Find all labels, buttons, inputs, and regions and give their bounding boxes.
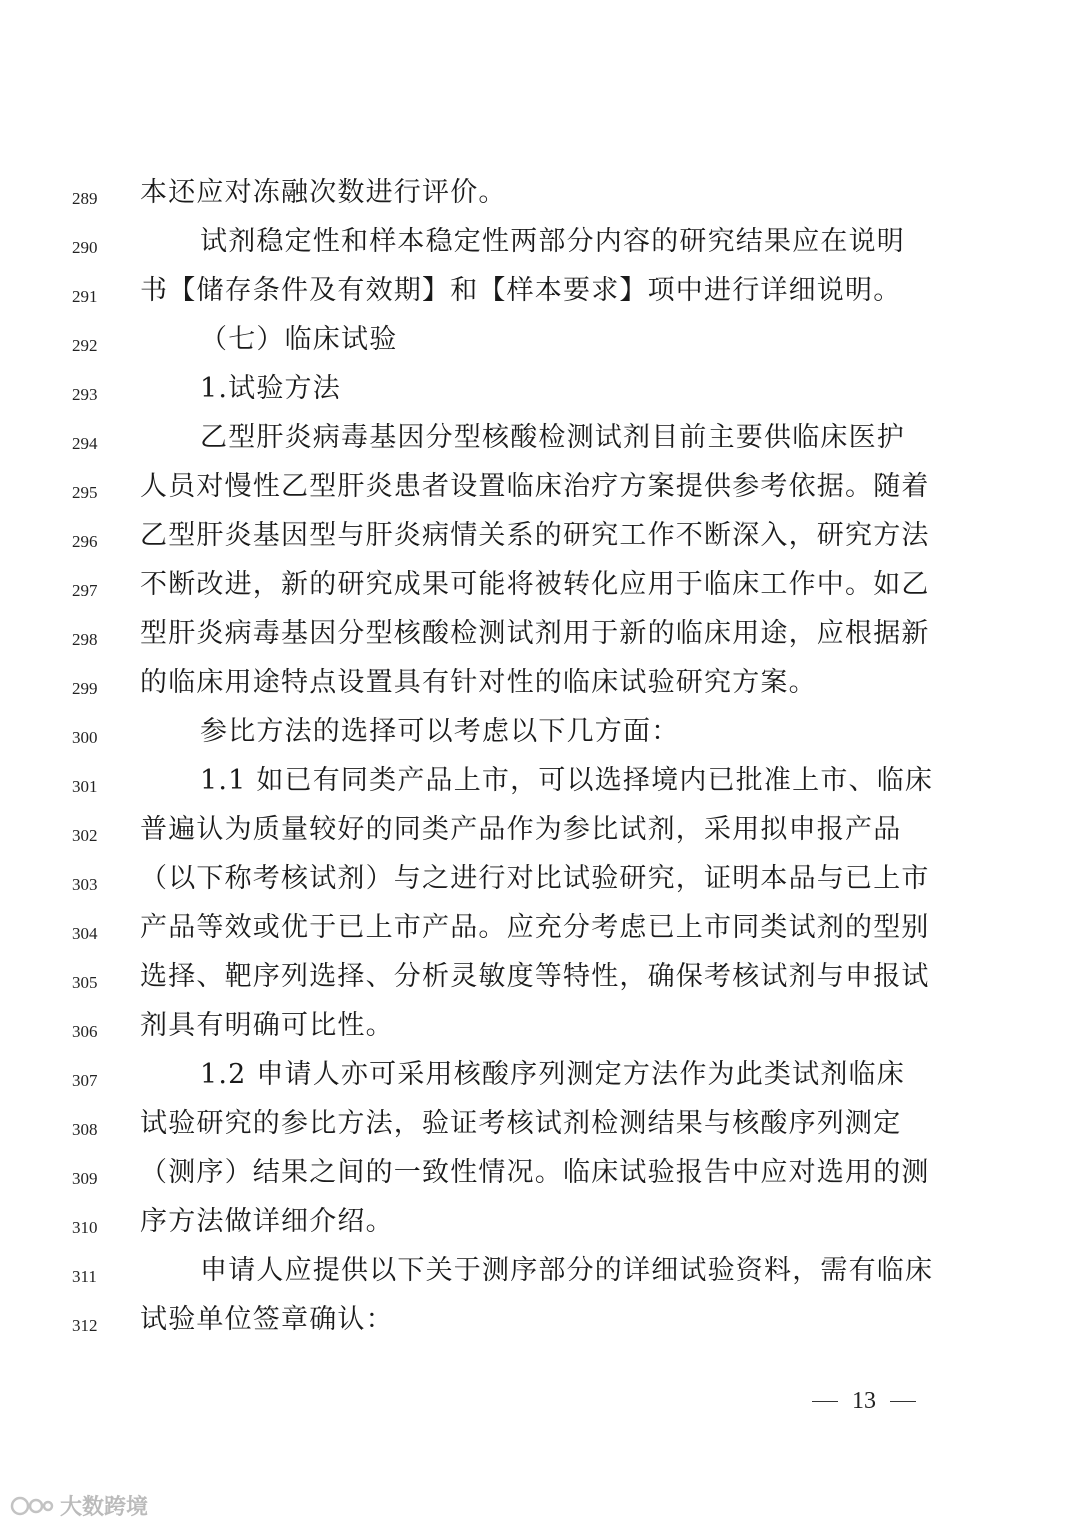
line-number: 308 <box>72 1120 98 1139</box>
dash-left <box>812 1401 838 1402</box>
line-text: 试剂稳定性和样本稳定性两部分内容的研究结果应在说明 <box>200 226 905 257</box>
text-line <box>0 466 1080 515</box>
dash-right <box>890 1401 916 1402</box>
line-number: 310 <box>72 1218 98 1237</box>
line-text: 书【储存条件及有效期】和【样本要求】项中进行详细说明。 <box>140 275 902 306</box>
line-number: 303 <box>72 875 98 894</box>
line-text: 1.2 申请人亦可采用核酸序列测定方法作为此类试剂临床 <box>200 1059 905 1090</box>
line-number: 289 <box>72 189 98 208</box>
line-number: 301 <box>72 777 98 796</box>
subsection-heading: 1.试验方法 <box>200 373 341 404</box>
line-number: 294 <box>72 434 98 453</box>
line-number: 297 <box>72 581 98 600</box>
line-number: 291 <box>72 287 98 306</box>
line-number: 290 <box>72 238 98 257</box>
line-number: 306 <box>72 1022 98 1041</box>
text-line <box>0 1152 1080 1201</box>
text-line <box>0 858 1080 907</box>
text-line <box>0 1299 1080 1348</box>
line-number: 295 <box>72 483 98 502</box>
text-line <box>0 1103 1080 1152</box>
text-line <box>0 172 1080 221</box>
line-text: 试验单位签章确认： <box>140 1304 394 1335</box>
text-line <box>0 662 1080 711</box>
text-line <box>0 760 1080 809</box>
line-text: 申请人应提供以下关于测序部分的详细试验资料，需有临床 <box>200 1255 934 1286</box>
line-text: 本还应对冻融次数进行评价。 <box>140 177 507 208</box>
text-line <box>0 809 1080 858</box>
page-number: 13 <box>852 1388 876 1414</box>
line-text: （以下称考核试剂）与之进行对比试验研究，证明本品与已上市 <box>140 863 930 894</box>
text-line <box>0 711 1080 760</box>
text-line <box>0 907 1080 956</box>
text-line <box>0 368 1080 417</box>
line-number: 299 <box>72 679 98 698</box>
line-number: 311 <box>72 1267 97 1286</box>
line-number: 304 <box>72 924 98 943</box>
text-line <box>0 417 1080 466</box>
text-line <box>0 515 1080 564</box>
watermark-logo-icon <box>10 1493 54 1519</box>
text-line <box>0 270 1080 319</box>
text-line <box>0 564 1080 613</box>
line-number: 296 <box>72 532 98 551</box>
line-number: 307 <box>72 1071 98 1090</box>
line-text: 普遍认为质量较好的同类产品作为参比试剂，采用拟申报产品 <box>140 814 902 845</box>
line-text: 选择、靶序列选择、分析灵敏度等特性，确保考核试剂与申报试 <box>140 961 930 992</box>
line-text: 人员对慢性乙型肝炎患者设置临床治疗方案提供参考依据。随着 <box>140 471 930 502</box>
line-number: 292 <box>72 336 98 355</box>
line-text: 试验研究的参比方法，验证考核试剂检测结果与核酸序列测定 <box>140 1108 902 1139</box>
line-text: 剂具有明确可比性。 <box>140 1010 394 1041</box>
line-number: 300 <box>72 728 98 747</box>
section-heading: （七）临床试验 <box>200 324 398 355</box>
watermark <box>10 1490 148 1521</box>
line-text: 的临床用途特点设置具有针对性的临床试验研究方案。 <box>140 667 817 698</box>
line-text: 产品等效或优于已上市产品。应充分考虑已上市同类试剂的型别 <box>140 912 930 943</box>
line-text: 参比方法的选择可以考虑以下几方面： <box>200 716 680 747</box>
text-line <box>0 613 1080 662</box>
text-line <box>0 319 1080 368</box>
line-number: 293 <box>72 385 98 404</box>
line-number: 312 <box>72 1316 98 1335</box>
line-number: 302 <box>72 826 98 845</box>
text-line <box>0 1054 1080 1103</box>
text-line <box>0 1005 1080 1054</box>
line-text: 不断改进，新的研究成果可能将被转化应用于临床工作中。如乙 <box>140 569 930 600</box>
text-line <box>0 1250 1080 1299</box>
line-text: （测序）结果之间的一致性情况。临床试验报告中应对选用的测 <box>140 1157 930 1188</box>
line-text: 乙型肝炎病毒基因分型核酸检测试剂目前主要供临床医护 <box>200 422 905 453</box>
text-line <box>0 1201 1080 1250</box>
line-text: 型肝炎病毒基因分型核酸检测试剂用于新的临床用途，应根据新 <box>140 618 930 649</box>
page-footer <box>812 1388 916 1415</box>
line-number: 309 <box>72 1169 98 1188</box>
text-line <box>0 956 1080 1005</box>
line-text: 序方法做详细介绍。 <box>140 1206 394 1237</box>
line-number: 305 <box>72 973 98 992</box>
text-line <box>0 221 1080 270</box>
line-number: 298 <box>72 630 98 649</box>
line-text: 乙型肝炎基因型与肝炎病情关系的研究工作不断深入，研究方法 <box>140 520 930 551</box>
line-text: 1.1 如已有同类产品上市，可以选择境内已批准上市、临床 <box>200 765 934 796</box>
watermark-text: 大数跨境 <box>60 1495 149 1520</box>
